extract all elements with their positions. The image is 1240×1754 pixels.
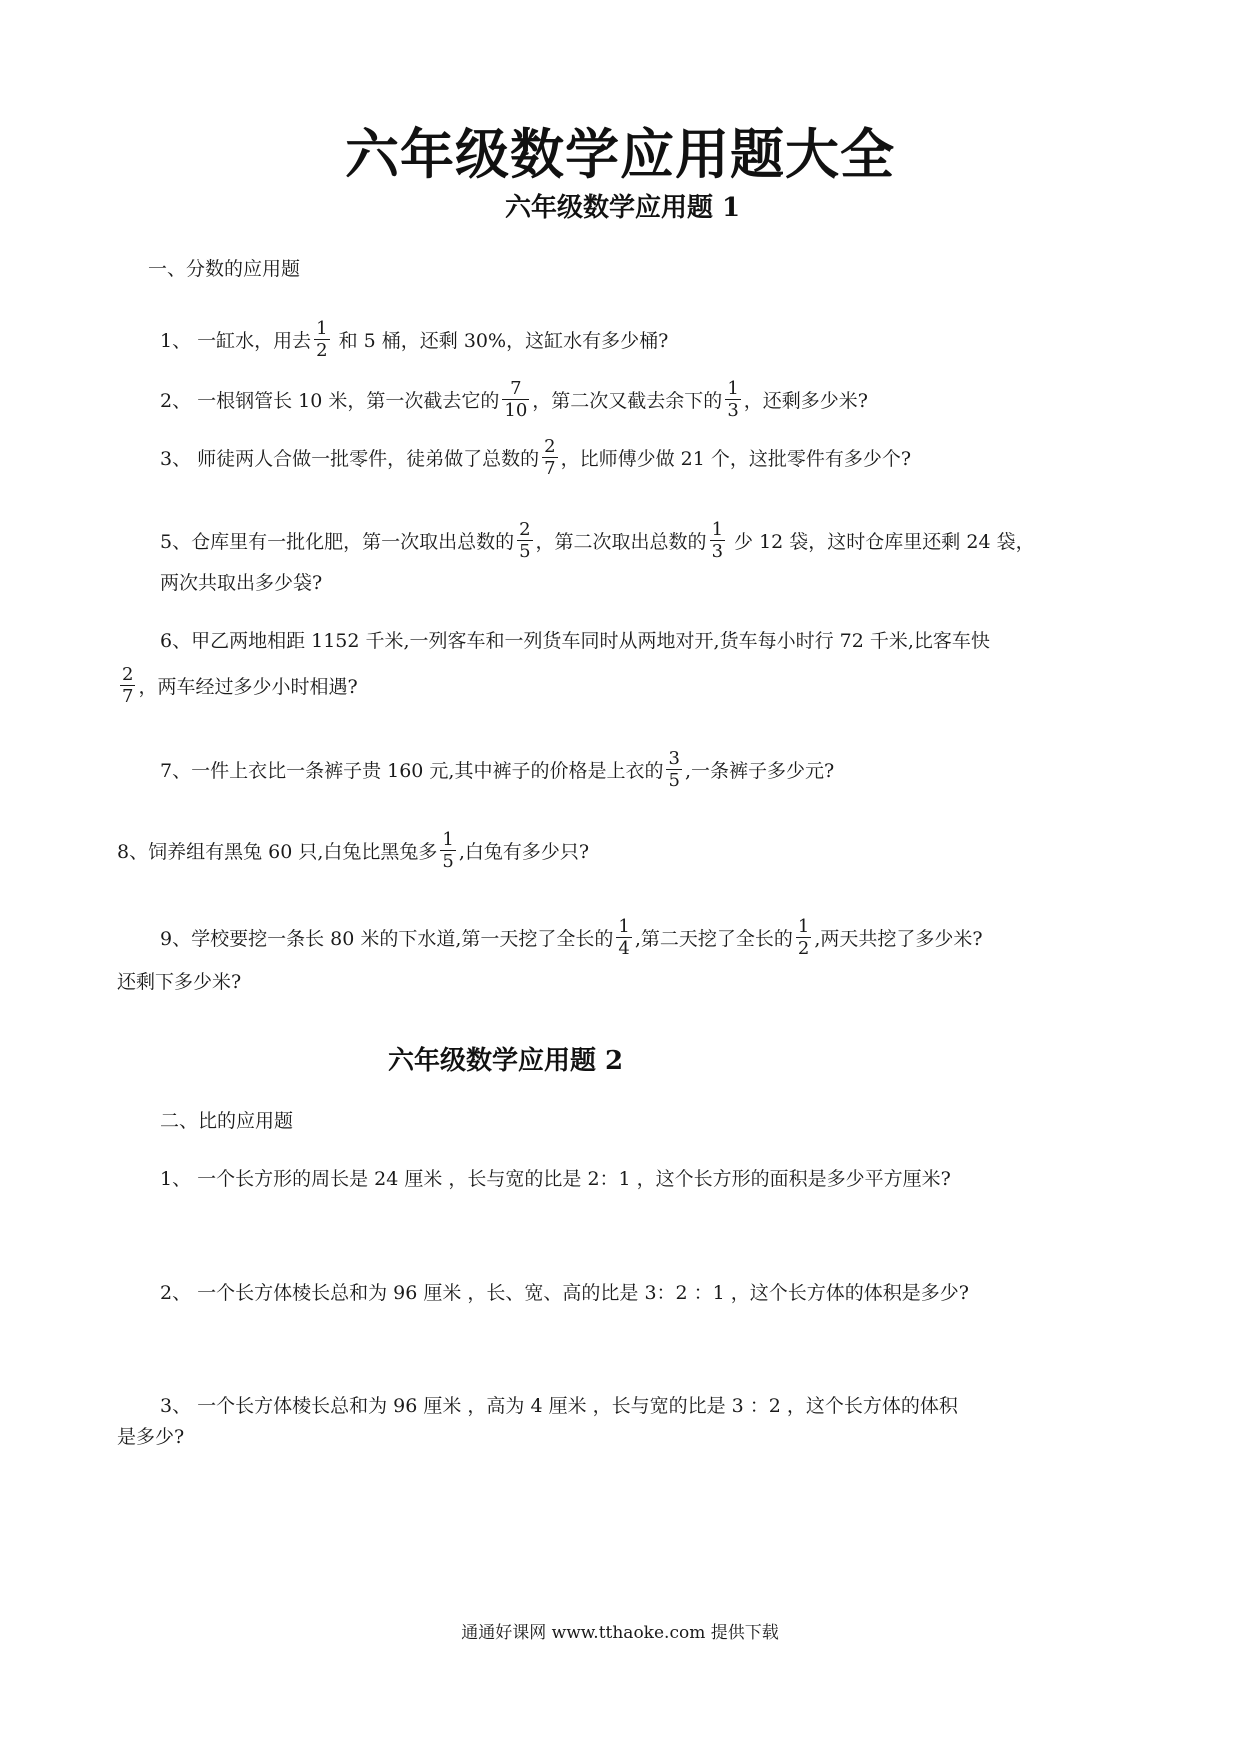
- footer-credit: 通通好课网 www.tthaoke.com 提供下载: [461, 1623, 779, 1643]
- fraction-numerator: 1: [618, 916, 630, 937]
- question-text: ，第二次取出总数的: [535, 531, 707, 553]
- fraction-numerator: 3: [668, 748, 680, 769]
- question-text: ,第二天挖了全长的: [634, 928, 793, 950]
- question-2-3: 3、 一个长方体棱长总和为 96 厘米 ，高为 4 厘米 ，长与宽的比是 3 ：2 ，这个长方体的体积: [160, 1395, 958, 1417]
- fraction-numerator: 1: [711, 519, 724, 540]
- section-1-category: 一、分数的应用题: [148, 258, 301, 280]
- question-1-7: [160, 748, 835, 792]
- question-1-3: [160, 436, 912, 480]
- question-2-3-line2: 是多少?: [117, 1426, 185, 1448]
- question-2-2: 2、 一个长方体棱长总和为 96 厘米 ，长、宽、高的比是 3：2 ：1 ，这个长方体的体积是多少?: [160, 1282, 969, 1304]
- fraction-denominator: 3: [727, 400, 739, 421]
- fraction: [542, 438, 557, 478]
- question-text: 3、 师徒两人合做一批零件，徒弟做了总数的: [160, 448, 540, 470]
- question-1-1: [160, 318, 669, 362]
- fraction-denominator: 7: [544, 458, 556, 479]
- question-1-2: [160, 378, 868, 422]
- fraction-numerator: 1: [316, 318, 328, 339]
- fraction-denominator: 5: [442, 851, 454, 872]
- question-2-1: 1、 一个长方形的周长是 24 厘米 ，长与宽的比是 2：1 ，这个长方形的面积是多少平方厘米?: [160, 1168, 951, 1190]
- question-text: 和 5 桶，还剩 30%，这缸水有多少桶?: [332, 330, 669, 352]
- question-text: ,白兔有多少只?: [458, 841, 590, 863]
- question-text: 5、仓库里有一批化肥，第一次取出总数的: [160, 531, 515, 553]
- fraction: [517, 521, 532, 561]
- question-text: 8、饲养组有黑兔 60 只,白兔比黑兔多: [117, 841, 438, 863]
- section-2-category: 二、比的应用题: [160, 1110, 294, 1132]
- page-title: 六年级数学应用题大全: [345, 123, 895, 186]
- fraction: [440, 831, 455, 871]
- fraction-numerator: 1: [442, 829, 454, 850]
- question-text: 1、 一缸水，用去: [160, 330, 312, 352]
- fraction: [120, 666, 135, 706]
- question-1-9: [160, 916, 983, 960]
- fraction-numerator: 2: [544, 436, 556, 457]
- fraction-denominator: 4: [618, 938, 630, 959]
- question-1-9-line2: 还剩下多少米?: [117, 971, 242, 993]
- fraction-denominator: 10: [504, 400, 528, 421]
- section-2-heading: 六年级数学应用题 2: [388, 1046, 624, 1076]
- fraction-denominator: 2: [316, 340, 328, 361]
- question-text: ，还剩多少米?: [743, 390, 868, 412]
- fraction-numerator: 1: [727, 378, 739, 399]
- fraction: [314, 320, 329, 360]
- fraction-denominator: 5: [519, 541, 531, 562]
- fraction: [666, 750, 681, 790]
- fraction: [710, 521, 725, 561]
- question-text: ，第二次又截去余下的: [532, 390, 723, 412]
- section-1-heading: 六年级数学应用题 1: [505, 193, 741, 223]
- question-text: ,两天共挖了多少米?: [814, 928, 983, 950]
- fraction-numerator: 2: [519, 519, 531, 540]
- fraction: [616, 918, 631, 958]
- question-text: 少 12 袋，这时仓库里还剩 24 袋，: [728, 531, 1035, 553]
- question-text: ，两车经过多少小时相遇?: [138, 676, 358, 698]
- fraction-numerator: 2: [122, 664, 134, 685]
- fraction-denominator: 7: [122, 686, 134, 707]
- fraction: [502, 380, 529, 420]
- fraction: [725, 380, 740, 420]
- question-1-5-line2: 两次共取出多少袋?: [160, 572, 323, 594]
- question-text: ,一条裤子多少元?: [684, 760, 835, 782]
- fraction-denominator: 5: [668, 770, 680, 791]
- question-1-5: [160, 519, 1035, 563]
- question-1-6-line2: [117, 664, 358, 708]
- question-1-8: [117, 829, 590, 873]
- fraction-numerator: 7: [502, 380, 529, 400]
- question-text: 9、学校要挖一条长 80 米的下水道,第一天挖了全长的: [160, 928, 614, 950]
- fraction: [796, 918, 811, 958]
- question-text: 7、一件上衣比一条裤子贵 160 元,其中裤子的价格是上衣的: [160, 760, 664, 782]
- fraction-denominator: 3: [711, 541, 724, 562]
- question-text: 2、 一根钢管长 10 米，第一次截去它的: [160, 390, 500, 412]
- question-text: ，比师傅少做 21 个，这批零件有多少个?: [560, 448, 912, 470]
- fraction-denominator: 2: [797, 938, 810, 959]
- question-1-6: 6、甲乙两地相距 1152 千米,一列客车和一列货车同时从两地对开,货车每小时行 72 千米,比客车快: [160, 630, 990, 652]
- fraction-numerator: 1: [797, 916, 810, 937]
